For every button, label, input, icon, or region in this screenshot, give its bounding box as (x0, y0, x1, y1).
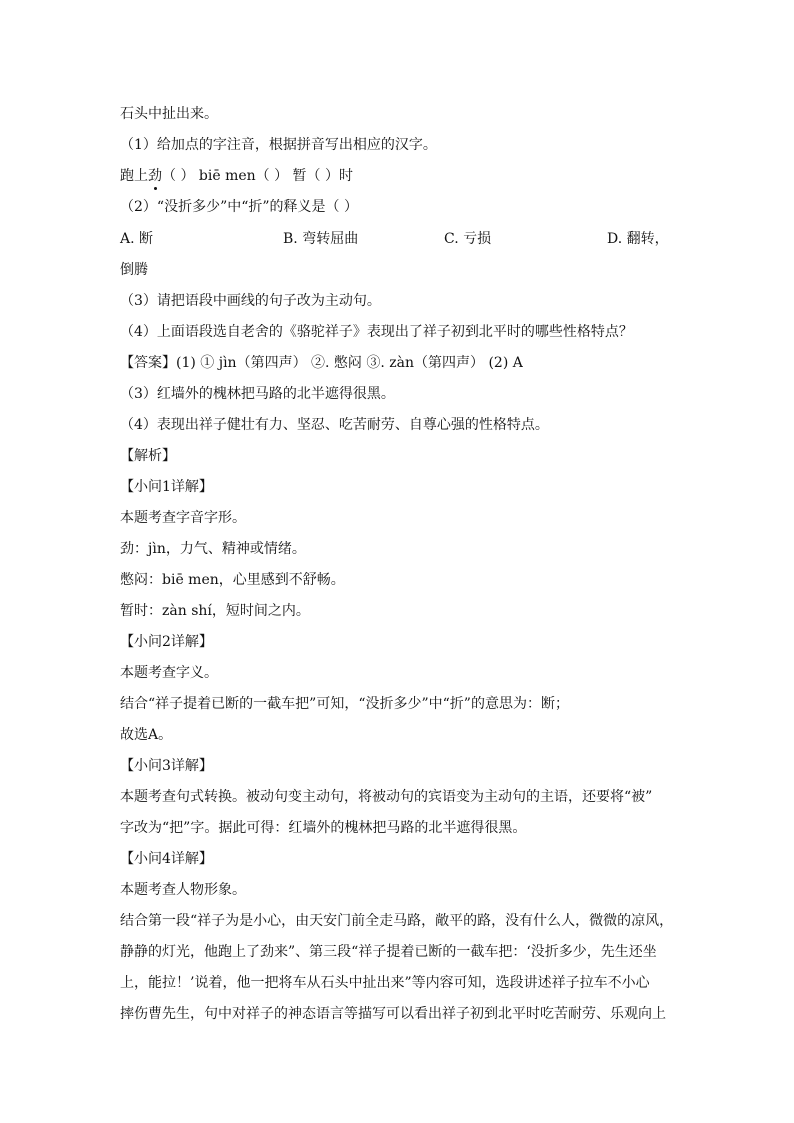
text-line: 本题考查字义。 (120, 665, 218, 681)
sub-question-3-heading: 【小问3详解】 (120, 758, 213, 774)
analysis-heading: 【解析】 (120, 448, 176, 464)
question-3: （3）请把语段中画线的句子改为主动句。 (120, 293, 381, 309)
option-d: D. 翻转， (607, 231, 669, 247)
text-line: 结合第一段“祥子为是小心，由天安门前全走马路，敞平的路，没有什么人，微微的凉风， (120, 913, 674, 929)
text-line: 石头中扯出来。 (120, 106, 218, 122)
text-line: 摔伤曹先生，句中对祥子的神态语言等描写可以看出祥子初到北平时吃苦耐劳、乐观向上 (120, 1006, 666, 1022)
text-line: 暂时：zàn shí，短时间之内。 (120, 603, 310, 619)
question-1: （1）给加点的字注音，根据拼音写出相应的汉字。 (120, 137, 437, 153)
text-line: 劲：jìn，力气、精神或情绪。 (120, 541, 306, 557)
sub-question-1-heading: 【小问1详解】 (120, 479, 213, 495)
option-a: A. 断 (120, 231, 154, 247)
text-line: 故选A。 (120, 727, 173, 743)
question-1-items (120, 166, 353, 186)
answer-line: 【答案】(1) ① jìn（第四声） ②. 憋闷 ③. zàn（第四声） (2) A (120, 355, 523, 371)
text-line: 上，能拉！’说着，他一把将车从石头中扯出来”等内容可知，选段讲述祥子拉车不小心 (120, 975, 650, 991)
text-line: 静静的灯光，他跑上了劲来”、第三段“祥子提着已断的一截车把：‘没折多少，先生还坐 (120, 944, 657, 960)
sub-question-4-heading: 【小问4详解】 (120, 851, 213, 867)
text-fragment: （ ） biē men（ ） 暂（ ）时 (162, 168, 354, 184)
question-2: （2）“没折多少”中“折”的释义是（ ） (120, 199, 358, 215)
text-line: 本题考查人物形象。 (120, 882, 246, 898)
text-line: 结合“祥子提着已断的一截车把”可知，“没折多少”中“折”的意思为：断； (120, 696, 569, 712)
answer-3: （3）红墙外的槐林把马路的北半遮得很黑。 (120, 386, 395, 402)
text-fragment: 跑上 (120, 168, 148, 184)
question-4: （4）上面语段选自老舍的《骆驼祥子》表现出了祥子初到北平时的哪些性格特点？ (120, 324, 633, 340)
answer-4: （4）表现出祥子健壮有力、坚忍、吃苦耐劳、自尊心强的性格特点。 (120, 417, 549, 433)
sub-question-2-heading: 【小问2详解】 (120, 634, 213, 650)
dotted-character: 劲 (148, 168, 162, 184)
text-line: 本题考查字音字形。 (120, 510, 246, 526)
option-b: B. 弯转屈曲 (283, 231, 359, 247)
text-line: 字改为“把”字。据此可得：红墙外的槐林把马路的北半遮得很黑。 (120, 820, 527, 836)
text-line: 憋闷：biē men，心里感到不舒畅。 (120, 572, 345, 588)
text-line: 本题考查句式转换。被动句变主动句，将被动句的宾语变为主动句的主语，还要将“被” (120, 789, 653, 805)
option-d-continued: 倒腾 (120, 262, 148, 278)
option-c: C. 亏损 (444, 231, 492, 247)
